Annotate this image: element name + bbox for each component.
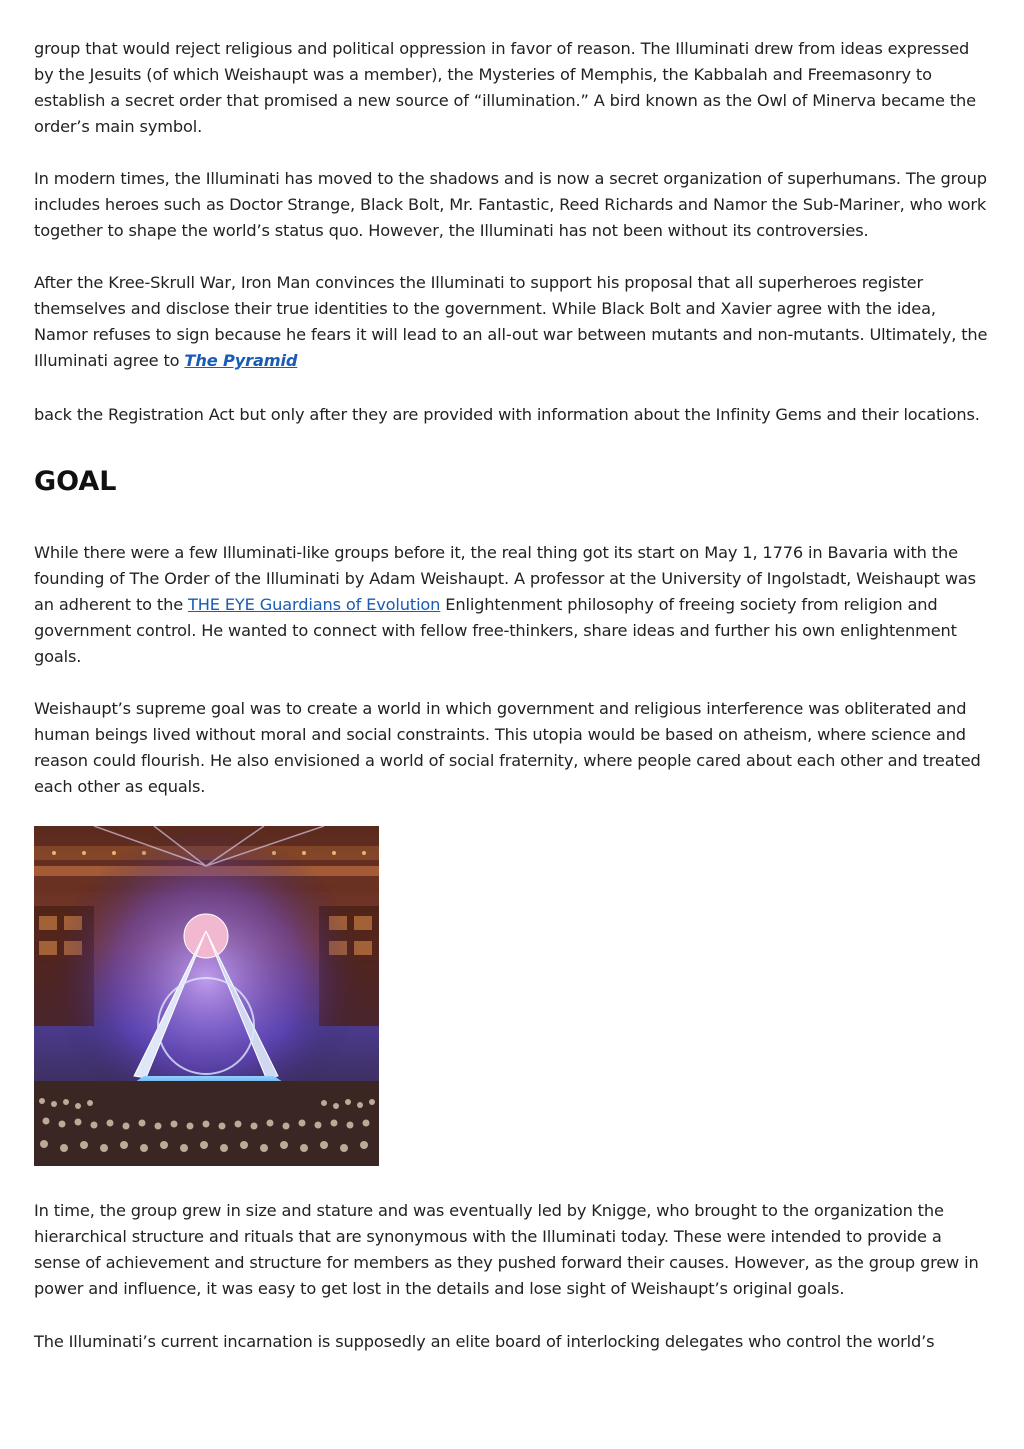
paragraph-registration [34, 270, 990, 374]
pyramid-link[interactable]: The Pyramid [184, 351, 298, 370]
paragraph-supreme-goal: Weishaupt’s supreme goal was to create a world in which government and religious interference was obliterated and human beings lived without moral and social constraints. This utopia would be based on atheism, where science and reason could flourish. He also envisioned a world of social fraternity, where people cared about each other and treated each other as equals. [34, 699, 981, 796]
paragraph-modern-illuminati: In modern times, the Illuminati has moved to the shadows and is now a secret organization of superhumans. The group includes heroes such as Doctor Strange, Black Bolt, Mr. Fantastic, Reed Richards and Namor the Sub-Mariner, who work together to shape the world’s status quo. However, the Illuminati has not been without its controversies. [34, 169, 987, 240]
paragraph-order-origins: group that would reject religious and political oppression in favor of reason. The Illuminati drew from ideas expressed by the Jesuits (of which Weishaupt was a member), the Mysteries of Memphis, the Kabbalah and Freemasonry to establish a secret order that promised a new source of “illumination.” A bird known as the Owl of Minerva became the order’s main symbol. [34, 39, 976, 136]
paragraph-registration-text: After the Kree-Skrull War, Iron Man convinces the Illuminati to support his proposal that all superheroes register themselves and disclose their true identities to the government. While Black Bolt and Xavier agree with the idea, Namor refuses to sign because he fears it will lead to an all-out war between mutants and non-mutants. Ultimately, the Illuminati agree to [34, 273, 988, 370]
concert-hall-illustration [34, 826, 379, 1166]
paragraph-founding: While there were a few Illuminati-like groups before it, the real thing got its start on May 1, 1776 in Bavaria with the founding of The Order of the Illuminati by Adam Weishaupt. A professor at the University of Ingolstadt, Weishaupt was an adherent to the THE EYE Guardians of Evolution Enlightenment philosophy of freeing society from religion and government control. He wanted to connect with fellow free-thinkers, share ideas and further his own enlightenment goals. [34, 543, 976, 666]
paragraph-registration-continued: back the Registration Act but only after they are provided with information about the Infinity Gems and their locations. [34, 405, 980, 424]
goal-heading: GOAL [34, 466, 117, 497]
concert-hall-photo [34, 826, 379, 1166]
paragraph-knigge: In time, the group grew in size and stature and was eventually led by Knigge, who brought to the organization the hierarchical structure and rituals that are synonymous with the Illuminati today. These were intended to provide a sense of achievement and structure for members as they pushed forward their causes. However, as the group grew in power and influence, it was easy to get lost in the details and lose sight of Weishaupt’s original goals. [34, 1201, 979, 1298]
article-body [34, 36, 990, 1355]
paragraph-current-incarnation: The Illuminati’s current incarnation is supposedly an elite board of interlocking delegates who control the world’s [34, 1332, 935, 1351]
eye-guardians-link[interactable]: THE EYE Guardians of Evolution [188, 595, 441, 614]
